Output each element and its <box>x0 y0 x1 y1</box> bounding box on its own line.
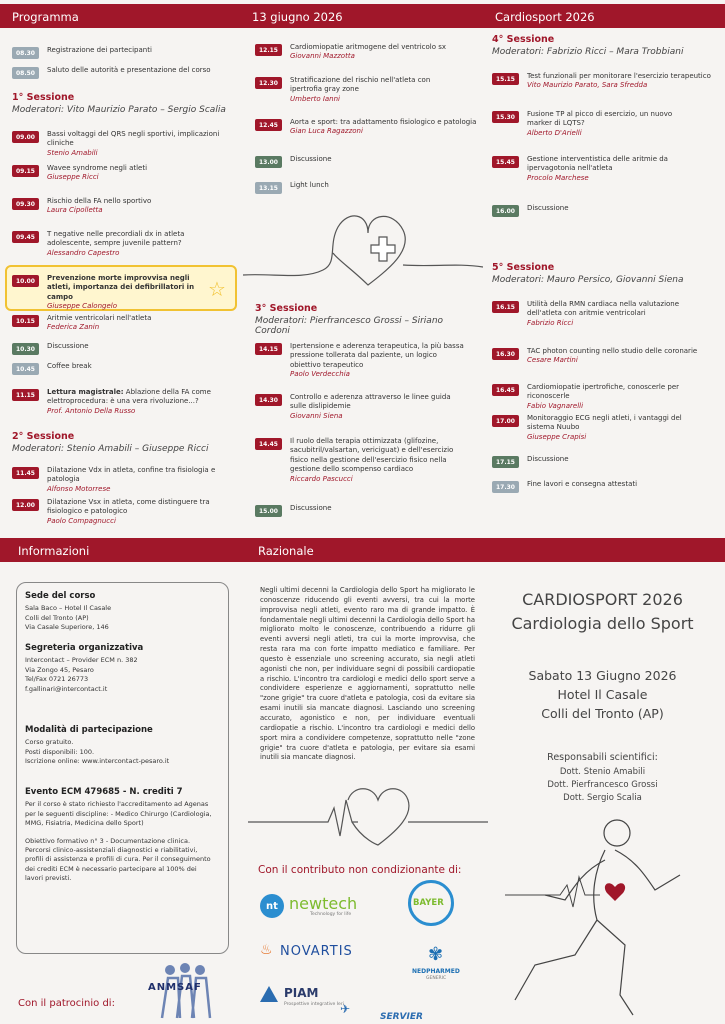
session-title: 2° Sessione <box>12 431 75 442</box>
speaker: Giuseppe Crapisi <box>527 432 587 441</box>
time-badge: 14.45 <box>255 438 282 450</box>
schedule-item: 09.45 T negative nelle precordiali dx in atleta adolescente, sempre juvenile pattern? Alessandro Capestro <box>12 230 237 258</box>
session-5-header <box>492 262 717 285</box>
schedule-item: 13.15 Light lunch <box>255 181 480 194</box>
header-informazioni: Informazioni <box>18 544 90 558</box>
moderators: Moderatori: Pierfrancesco Grossi – Siriano Cordoni <box>255 316 444 336</box>
schedule-item: 09.15 Wavee syndrome negli atleti Giuseppe Ricci <box>12 164 237 183</box>
time-badge: 08.30 <box>12 47 39 59</box>
schedule-item: 11.15 Lettura magistrale: Ablazione della FA come elettroprocedura: è una vera rivoluzione...? Prof. Antonio Della Russo <box>12 388 237 416</box>
scientific-head: Dott. Stenio Amabili <box>559 767 646 777</box>
bayer-logo: BAYER <box>408 880 454 926</box>
time-badge: 15.15 <box>492 73 519 85</box>
time-badge: 08.50 <box>12 67 39 79</box>
time-badge: 16.30 <box>492 348 519 360</box>
secretariat-block: Segreteria organizzativa Intercontact – Provider ECM n. 382 Via Zongo 45, Pesaro Tel/Fax 0721 26773 f.gallinari@intercontact.it <box>25 642 215 694</box>
session-title: 3° Sessione <box>255 303 318 314</box>
time-badge: 09.30 <box>12 198 39 210</box>
schedule-item: 13.00 Discussione <box>255 155 480 168</box>
time-badge: 11.45 <box>12 467 39 479</box>
time-badge: 15.30 <box>492 111 519 123</box>
event-place: Colli del Tronto (AP) <box>541 706 664 721</box>
newtech-logo: nt newtech Technology for life <box>260 892 380 920</box>
nedpharmed-logo: ✾ NEDPHARMED GENERIC <box>412 944 460 981</box>
schedule-item: 16.15 Utilità della RMN cardiaca nella valutazione dell'atleta con aritmie ventricolari Fabrizio Ricci <box>492 300 717 328</box>
header-razionale: Razionale <box>258 544 314 558</box>
schedule-item: 14.15 Ipertensione e aderenza terapeutica, la più bassa pressione tollerata dal paziente, un logico obiettivo terapeutico Paolo Verdecchia <box>255 342 480 380</box>
schedule-item: 17.15 Discussione <box>492 455 717 468</box>
moderators: Moderatori: Fabrizio Ricci – Mara Trobbiani <box>492 47 684 57</box>
speaker: Vito Maurizio Parato, Sara Sfredda <box>527 81 648 90</box>
moderators: Moderatori: Vito Maurizio Parato – Sergio Scalia <box>12 105 226 115</box>
rationale-text: Negli ultimi decenni la Cardiologia dello Sport ha migliorato le conoscenze riducendo gli eventi avversi, tra cui la morte improvvisa negli atleti, evento raro ma di grande impatto. È fondamentale negli ultimi decenni la Cardiologia dello Sport ha migliorato molto le conoscenze, contribuendo a ridurre gli eventi avversi negli atleti, tra cui la morte improvvisa, che resta rara ma con forte impatto mediatico e familiare. Per questo è essenziale uno screening accurato, sia negli atleti agonisti che non, per individuare segni di possibili cardiopatie a rischio. L'incontro tra cardiologi e medici dello sport serve a condividere esperienze e aggiornamenti, soprattutto nelle "zone grigie" tra cuore d'atleta e patologia, così da evitare sia esami inutili sia mancate diagnosi. Lasciando uno screening accurato, agonistico e non, per individuare eventuali cardiopatie a rischio. L'incontro tra cardiologi e medici dello sport mira a condividere competenze, soprattutto nelle "zone grigie" tra cuore d'atleta e patologia, per evitare sia esami inutili sia mancate diagnosi. <box>260 586 475 762</box>
sponsors-label: Con il contributo non condizionante di: <box>258 864 462 876</box>
schedule-item: 14.45 Il ruolo della terapia ottimizzata (glifozine, sacubitril/valsartan, vericiguat) e dell'esercizio fisico nella gestione dell'esercizio fisico nella gestione dello scompenso cardiaco Riccardo Pascucci <box>255 437 480 484</box>
scientific-heads-label: Responsabili scientifici: <box>547 752 658 763</box>
flame-icon: ♨ <box>260 942 273 958</box>
schedule-item: 10.15 Aritmie ventricolari nell'atleta Federica Zanin <box>12 314 237 333</box>
speaker: Fabrizio Ricci <box>527 318 574 327</box>
heart-ecg-illustration <box>243 205 483 290</box>
servier-logo: ✈ SERVIER <box>340 1002 423 1022</box>
session-2-header <box>12 431 237 454</box>
time-badge: 17.00 <box>492 415 519 427</box>
time-badge: 16.00 <box>492 205 519 217</box>
event-title: CARDIOSPORT 2026 <box>522 590 683 609</box>
novartis-logo: ♨ NOVARTIS <box>260 942 353 959</box>
speaker: Umberto Ianni <box>290 94 340 103</box>
moderators: Moderatori: Mauro Persico, Giovanni Siena <box>492 275 684 285</box>
program-header-bar <box>0 4 725 28</box>
schedule-item: 12.00 Dilatazione Vsx in atleta, come distinguere tra fisiologico e patologico Paolo Compagnucci <box>12 498 237 526</box>
schedule-item-highlighted[interactable]: 10.00 Prevenzione morte improvvisa negli atleti, importanza dei defibrillatori in campo Giuseppe Calongelo <box>12 274 237 312</box>
schedule-item: 14.30 Controllo e aderenza attraverso le linee guida sulle dislipidemie Giovanni Siena <box>255 393 480 421</box>
email-link[interactable]: f.gallinari@intercontact.it <box>25 684 108 693</box>
time-badge: 11.15 <box>12 389 39 401</box>
schedule-item: 09.30 Rischio della FA nello sportivo Laura Cipolletta <box>12 197 237 216</box>
info-header-bar <box>0 538 725 562</box>
session-4-header <box>492 34 717 57</box>
event-subtitle: Cardiologia dello Sport <box>511 614 694 633</box>
time-badge: 12.30 <box>255 77 282 89</box>
time-badge: 14.30 <box>255 394 282 406</box>
schedule-item: 12.45 Aorta e sport: tra adattamento fisiologico e patologia Gian Luca Ragazzoni <box>255 118 480 137</box>
session-title: 5° Sessione <box>492 262 555 273</box>
schedule-item: 12.30 Stratificazione del rischio nell'atleta con ipertrofia gray zone Umberto Ianni <box>255 76 480 104</box>
time-badge: 12.45 <box>255 119 282 131</box>
schedule-item: 16.00 Discussione <box>492 204 717 217</box>
time-badge: 09.45 <box>12 231 39 243</box>
schedule-item: 08.30 Registrazione dei partecipanti <box>12 46 237 59</box>
speaker: Alfonso Motorrese <box>47 484 111 493</box>
time-badge: 09.15 <box>12 165 39 177</box>
time-badge: 13.00 <box>255 156 282 168</box>
info-box <box>16 582 229 954</box>
speaker: Alessandro Capestro <box>47 248 120 257</box>
header-programma: Programma <box>12 10 79 24</box>
bird-icon: ✈ <box>340 1002 351 1016</box>
schedule-item: 16.30 TAC photon counting nello studio delle coronarie Cesare Martini <box>492 347 717 366</box>
piam-logo: PIAM Prospettive integrative Ieri <box>260 984 350 1018</box>
lotus-icon: ✾ <box>428 944 444 965</box>
schedule-item: 11.45 Dilatazione Vdx in atleta, confine tra fisiologia e patologia Alfonso Motorrese <box>12 466 237 494</box>
session-title: 1° Sessione <box>12 92 75 103</box>
speaker: Giuseppe Ricci <box>47 173 99 182</box>
schedule-item: 09.00 Bassi voltaggi del QRS negli sportivi, implicazioni cliniche Stenio Amabili <box>12 130 237 158</box>
speaker: Fabio Vagnarelli <box>527 401 584 410</box>
time-badge: 10.45 <box>12 363 39 375</box>
speaker: Riccardo Pascucci <box>290 474 353 483</box>
header-date: 13 giugno 2026 <box>252 10 343 24</box>
schedule-item: 08.50 Saluto delle autorità e presentazione del corso <box>12 66 237 79</box>
speaker: Stenio Amabili <box>47 148 98 157</box>
time-badge: 13.15 <box>255 182 282 194</box>
moderators: Moderatori: Stenio Amabili – Giuseppe Ricci <box>12 444 209 454</box>
schedule-item: 15.00 Discussione <box>255 504 480 517</box>
time-badge: 10.15 <box>12 315 39 327</box>
session-3-header <box>255 303 480 336</box>
event-date: Sabato 13 Giugno 2026 <box>528 668 677 683</box>
speaker: Alberto D'Arielli <box>527 128 582 137</box>
speaker: Giovanni Mazzotta <box>290 52 355 61</box>
speaker: Paolo Verdecchia <box>290 370 350 379</box>
schedule-item: 10.45 Coffee break <box>12 362 237 375</box>
patronage-label: Con il patrocinio di: <box>18 998 115 1009</box>
speaker: Cesare Martini <box>527 356 578 365</box>
speaker: Laura Cipolletta <box>47 206 103 215</box>
schedule-item: 12.15 Cardiomiopatie aritmogene del ventricolo sx Giovanni Mazzotta <box>255 43 480 62</box>
time-badge: 10.30 <box>12 343 39 355</box>
speaker: Federica Zanin <box>47 323 100 332</box>
schedule-item: 17.30 Fine lavori e consegna attestati <box>492 480 717 493</box>
ecm-block: Evento ECM 479685 - N. crediti 7 Per il corso è stato richiesto l'accreditamento ad Agenas per le seguenti discipline: - Medico Chirurgo (Cardiologia, MMG, Fisiatria, Medicina dello Sport) Obiettivo formativo n° 3 - Documentazione clinica. Percorsi clinico-assistenziali diagnostici e riabilitativi, profili di assistenza e profili di cura. Per il conseguimento dei crediti ECM è necessario partecipare al 100% dei lavori previsti. <box>25 787 212 883</box>
schedule-item: 15.15 Test funzionali per monitorare l'esercizio terapeutico Vito Maurizio Parato, Sara Sfredda <box>492 72 717 91</box>
time-badge: 12.15 <box>255 44 282 56</box>
session-title: 4° Sessione <box>492 34 555 45</box>
speaker: Giovanni Siena <box>290 411 343 420</box>
event-hotel: Hotel Il Casale <box>557 687 648 702</box>
time-badge: 14.15 <box>255 343 282 355</box>
scientific-head: Dott. Pierfrancesco Grossi <box>547 780 658 790</box>
time-badge: 17.30 <box>492 481 519 493</box>
speaker: Giuseppe Calongelo <box>47 302 117 311</box>
header-cardiosport: Cardiosport 2026 <box>495 10 595 24</box>
scientific-head: Dott. Sergio Scalia <box>563 793 642 803</box>
schedule-item: 17.00 Monitoraggio ECG negli atleti, i vantaggi del sistema Nuubo Giuseppe Crapisi <box>492 414 717 442</box>
time-badge: 15.45 <box>492 156 519 168</box>
time-badge: 16.45 <box>492 384 519 396</box>
time-badge: 09.00 <box>12 131 39 143</box>
time-badge: 12.00 <box>12 499 39 511</box>
heart-ecg-icon <box>248 780 488 850</box>
schedule-item: 10.30 Discussione <box>12 342 237 355</box>
triangle-icon <box>260 986 278 1002</box>
registration-link[interactable]: Iscrizione online: www.intercontact-pesaro.it <box>25 757 170 766</box>
schedule-item: 15.30 Fusione TP al picco di esercizio, un nuovo marker di LQTS? Alberto D'Arielli <box>492 110 717 138</box>
time-badge: 10.00 <box>12 275 39 287</box>
time-badge: 16.15 <box>492 301 519 313</box>
speaker: Gian Luca Ragazzoni <box>290 127 363 136</box>
speaker: Paolo Compagnucci <box>47 516 116 525</box>
speaker: Prof. Antonio Della Russo <box>47 406 136 415</box>
venue-block: Sede del corso Sala Baco – Hotel Il Casale Colli del Tronto (AP) Via Casale Superiore, 146 <box>25 591 112 632</box>
speaker: Procolo Marchese <box>527 173 589 182</box>
session-1-header <box>12 92 237 115</box>
participation-block: Modalità di partecipazione Corso gratuito. Posti disponibili: 100. Iscrizione online: www.intercontact-pesaro.it <box>25 724 215 767</box>
schedule-item: 15.45 Gestione interventistica delle aritmie da ipervagotonia nell'atleta Procolo Marchese <box>492 155 717 183</box>
time-badge: 17.15 <box>492 456 519 468</box>
star-icon[interactable]: ☆ <box>208 277 226 301</box>
schedule-item: 16.45 Cardiomiopatie ipertrofiche, conoscerle per riconoscerle Fabio Vagnarelli <box>492 383 717 411</box>
runner-illustration-icon <box>505 815 715 1024</box>
anmsaf-logo: ANMSAF <box>150 960 220 1024</box>
time-badge: 15.00 <box>255 505 282 517</box>
